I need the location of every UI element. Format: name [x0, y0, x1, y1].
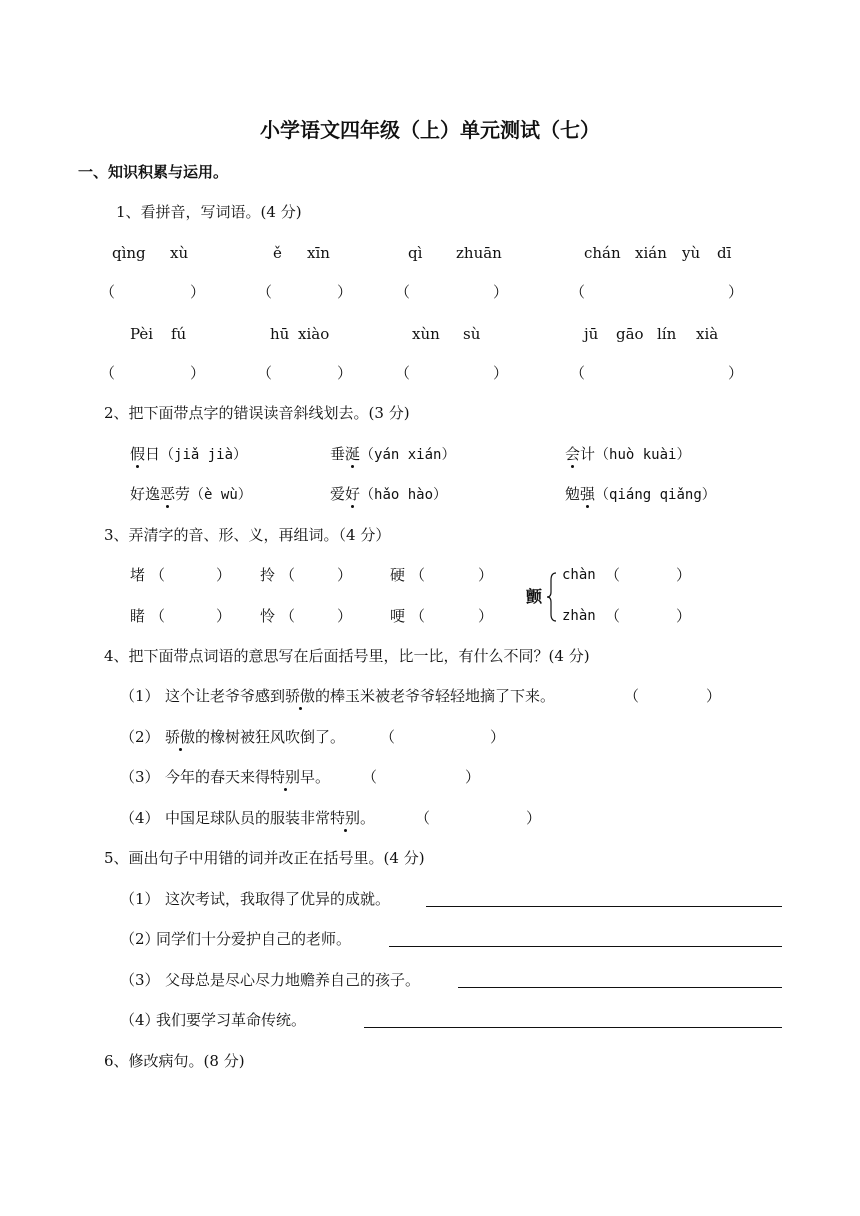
item-number: （4）: [120, 809, 160, 827]
sentence: 我们要学习革命传统。: [156, 1011, 307, 1029]
sentence: 这次考试，我取得了优异的成就。: [165, 890, 391, 908]
item-number: （1）: [120, 687, 160, 705]
section-heading: 一、知识积累与运用。: [78, 163, 229, 181]
pinyin-4-syllable-3: yù: [682, 244, 701, 262]
pinyin-2-syllable-1: ě: [273, 244, 282, 262]
answer-bracket-open: （: [605, 607, 621, 625]
answer-bracket-close: ）: [465, 768, 481, 786]
character: 睹: [130, 607, 146, 625]
item-number: （4）: [120, 1011, 160, 1029]
dotted-word: 骄傲: [165, 728, 196, 746]
answer-bracket-close: ）: [337, 283, 353, 301]
pronunciation-options: （hǎo hào）: [360, 487, 448, 503]
answer-bracket-open: （: [100, 364, 116, 382]
answer-bracket-open: （: [280, 607, 296, 625]
character: 怜: [260, 607, 276, 625]
reading-label: zhàn: [562, 608, 596, 624]
answer-bracket-close: ）: [216, 566, 232, 584]
answer-bracket-close: ）: [493, 283, 509, 301]
character: 堵: [130, 566, 146, 584]
item-number: （2）: [120, 930, 160, 948]
pinyin-1-syllable-1: qìng: [112, 244, 146, 262]
item-number: （1）: [120, 890, 160, 908]
item-number: （3）: [120, 971, 160, 989]
answer-bracket-open: （: [570, 283, 586, 301]
question-3-prompt: 3、弄清字的音、形、义，再组词。（4 分）: [104, 526, 391, 544]
sentence: 这个让老爷爷感到骄傲的棒玉米被老爷爷轻轻地摘了下来。: [165, 687, 556, 705]
pinyin-4-syllable-4: dī: [717, 244, 732, 262]
answer-bracket-open: （: [605, 566, 621, 584]
word-item: 爱好（hǎo hào）: [330, 485, 448, 503]
answer-line[interactable]: [458, 987, 782, 988]
pinyin-6-syllable-2: xiào: [298, 325, 330, 343]
answer-bracket-close: ）: [337, 566, 353, 584]
sentence: 骄傲的橡树被狂风吹倒了。: [165, 728, 346, 746]
curly-brace-icon: [547, 572, 557, 622]
pronunciation-options: （yán xián）: [360, 447, 456, 463]
answer-bracket-open: （: [280, 566, 296, 584]
pinyin-1-syllable-2: xù: [170, 244, 189, 262]
answer-bracket-open: （: [415, 809, 431, 827]
answer-bracket-open: （: [410, 566, 426, 584]
word-item: 会计（huò kuài）: [565, 445, 691, 463]
answer-bracket-close: ）: [490, 728, 506, 746]
answer-bracket-open: （: [100, 283, 116, 301]
answer-bracket-open: （: [395, 364, 411, 382]
pronunciation-options: （huò kuài）: [595, 447, 691, 463]
answer-bracket-close: ）: [676, 566, 692, 584]
dotted-word: 骄傲: [285, 687, 316, 705]
item-number: （3）: [120, 768, 160, 786]
dotted-char: 会: [565, 445, 581, 463]
character: 哽: [390, 607, 406, 625]
pinyin-3-syllable-2: zhuān: [456, 244, 502, 262]
question-4-prompt: 4、把下面带点词语的意思写在后面括号里，比一比，有什么不同？(4 分): [104, 647, 590, 665]
answer-bracket-open: （: [257, 364, 273, 382]
answer-bracket-close: ）: [676, 607, 692, 625]
answer-bracket-close: ）: [216, 607, 232, 625]
word-item: 垂涎（yán xián）: [330, 445, 456, 463]
answer-bracket-open: （: [257, 283, 273, 301]
pinyin-5-syllable-1: Pèi: [130, 325, 154, 343]
reading-label: chàn: [562, 567, 596, 583]
pinyin-5-syllable-2: fú: [171, 325, 187, 343]
pinyin-8-syllable-1: jū: [584, 325, 599, 343]
answer-bracket-open: （: [410, 607, 426, 625]
page-title: 小学语文四年级（上）单元测试（七）: [260, 118, 600, 142]
pinyin-7-syllable-1: xùn: [412, 325, 440, 343]
answer-line[interactable]: [364, 1027, 782, 1028]
question-1-prompt: 1、看拼音，写词语。(4 分): [116, 203, 302, 221]
question-6-prompt: 6、修改病句。(8 分): [104, 1052, 245, 1070]
word-item: 好逸恶劳（è wù）: [130, 485, 252, 503]
answer-bracket-close: ）: [728, 283, 744, 301]
word-item: 假日（jiǎ jià）: [130, 445, 248, 463]
pinyin-4-syllable-2: xián: [635, 244, 667, 262]
dotted-char: 假: [130, 445, 146, 463]
dotted-char: 好: [345, 485, 361, 503]
answer-bracket-close: ）: [337, 607, 353, 625]
answer-bracket-close: ）: [706, 687, 722, 705]
dotted-word: 特别: [330, 809, 361, 827]
answer-bracket-open: （: [380, 728, 396, 746]
answer-bracket-close: ）: [493, 364, 509, 382]
pronunciation-options: （jiǎ jià）: [160, 447, 248, 463]
item-number: （2）: [120, 728, 160, 746]
character: 拎: [260, 566, 276, 584]
character: 硬: [390, 566, 406, 584]
sentence: 今年的春天来得特别早。: [165, 768, 331, 786]
answer-bracket-open: （: [570, 364, 586, 382]
pinyin-7-syllable-2: sù: [463, 325, 481, 343]
answer-bracket-open: （: [150, 607, 166, 625]
pinyin-3-syllable-1: qì: [408, 244, 423, 262]
dotted-word: 特别: [270, 768, 301, 786]
answer-bracket-close: ）: [478, 607, 494, 625]
pinyin-8-syllable-4: xià: [696, 325, 719, 343]
answer-bracket-close: ）: [190, 364, 206, 382]
answer-bracket-open: （: [362, 768, 378, 786]
sentence: 中国足球队员的服装非常特别。: [165, 809, 376, 827]
answer-bracket-close: ）: [190, 283, 206, 301]
question-5-prompt: 5、画出句子中用错的词并改正在括号里。(4 分): [104, 849, 425, 867]
pinyin-4-syllable-1: chán: [584, 244, 621, 262]
pinyin-2-syllable-2: xīn: [307, 244, 330, 262]
sentence: 父母总是尽心尽力地赡养自己的孩子。: [165, 971, 421, 989]
word-item: 勉强（qiáng qiǎng）: [565, 485, 716, 503]
answer-line[interactable]: [426, 906, 782, 907]
pinyin-6-syllable-1: hū: [270, 325, 290, 343]
question-2-prompt: 2、把下面带点字的错误读音斜线划去。(3 分): [104, 404, 410, 422]
sentence: 同学们十分爱护自己的老师。: [156, 930, 352, 948]
answer-bracket-open: （: [624, 687, 640, 705]
dotted-char: 强: [580, 485, 596, 503]
answer-bracket-close: ）: [478, 566, 494, 584]
answer-bracket-close: ）: [526, 809, 542, 827]
answer-line[interactable]: [389, 946, 782, 947]
dotted-char: 涎: [345, 445, 361, 463]
pinyin-8-syllable-2: gāo: [616, 325, 644, 343]
answer-bracket-open: （: [395, 283, 411, 301]
answer-bracket-close: ）: [337, 364, 353, 382]
pronunciation-options: （è wù）: [190, 487, 252, 503]
pinyin-8-syllable-3: lín: [657, 325, 677, 343]
pronunciation-options: （qiáng qiǎng）: [595, 487, 716, 503]
polyphonic-character: 颤: [526, 587, 543, 606]
dotted-char: 恶: [160, 485, 176, 503]
answer-bracket-open: （: [150, 566, 166, 584]
answer-bracket-close: ）: [728, 364, 744, 382]
